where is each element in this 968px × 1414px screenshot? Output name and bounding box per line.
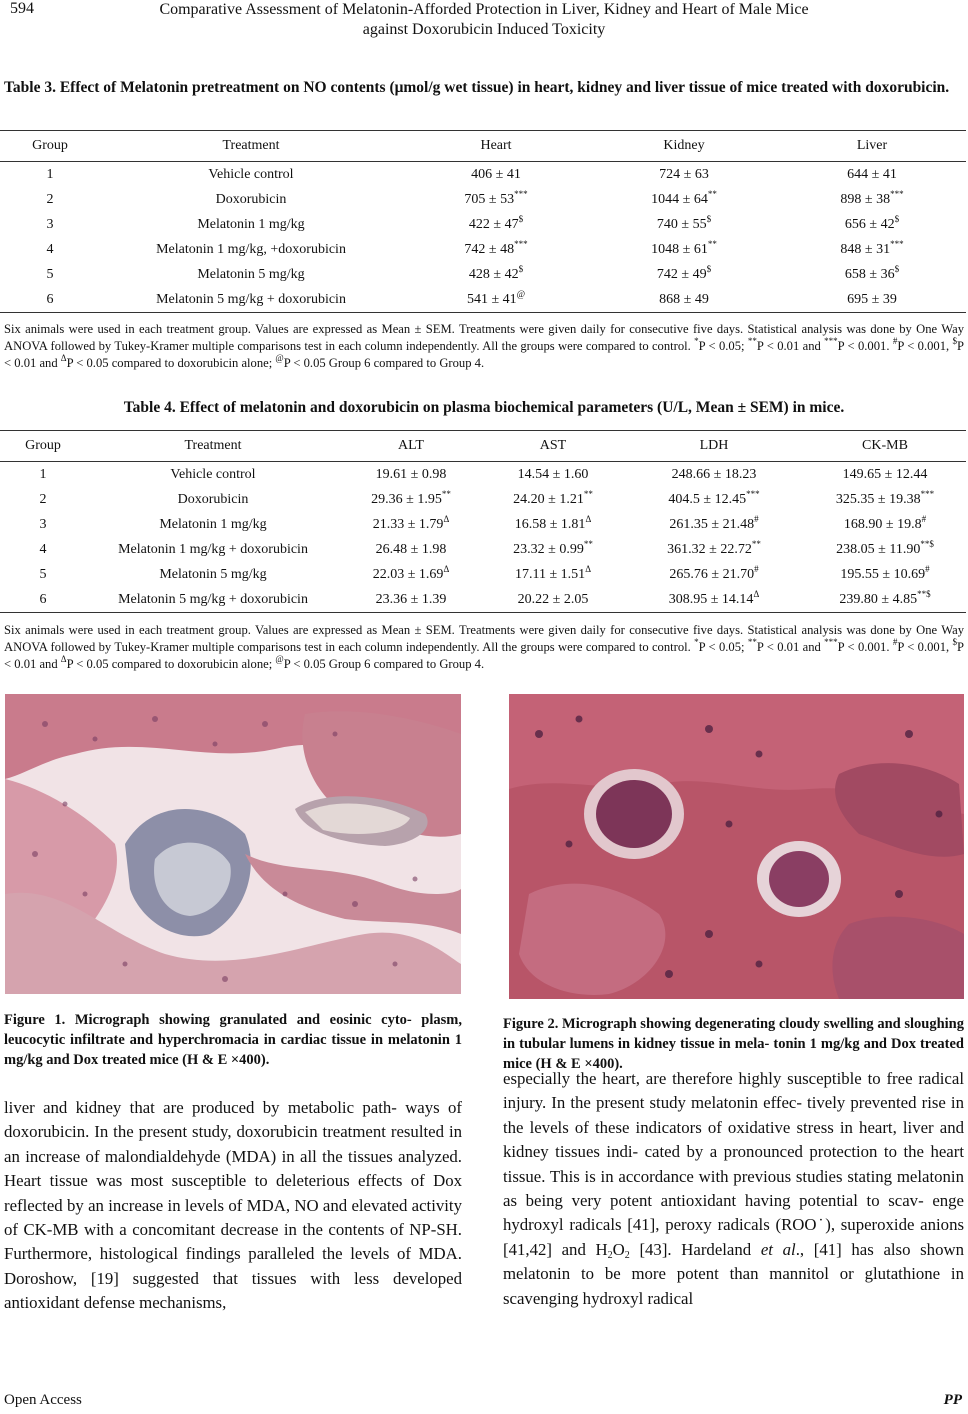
figure1-caption: Figure 1. Micrograph showing granulated and eosinic cyto- plasm, leucocytic infiltrate and hyperchromacia in cardiac tissue in melatonin 1 mg/kg and Dox treated mice (H & E ×400). <box>4 1012 462 1068</box>
table3 <box>0 130 966 313</box>
footnote-mark: $ <box>952 336 958 346</box>
cell-value: 16.58 ± 1.81 <box>514 516 586 532</box>
value-cell <box>804 512 966 537</box>
table4-row <box>0 587 966 613</box>
significance-mark: Δ <box>753 588 760 599</box>
body-text-left-column: liver and kidney that are produced by metabolic path- ways of doxorubicin. In the present study, doxorubicin treatment resulted in an increase of malondialdehyde (MDA) in all the tissues analyzed. Heart tissue was most susceptible to deleterious effects of Dox reflected by an increase in levels of MDA, NO and elevated activity of CK-MB with a concomitant decrease in the contents of NP-SH. Furthermore, histological findings paralleled the levels of MDA. Doroshow, [19] suggested that tissues with less developed antioxidant defense mechanisms, <box>4 1098 462 1313</box>
cell-value: 740 ± 55 <box>656 216 707 232</box>
significance-mark: $ <box>706 213 712 224</box>
value-cell <box>482 537 624 562</box>
value-cell <box>624 487 804 512</box>
cell-value: 22.03 ± 1.69 <box>372 566 444 582</box>
cell-value: 656 ± 42 <box>844 216 895 232</box>
et-al-italic: et al <box>760 1239 796 1259</box>
running-head-line2: against Doxorubicin Induced Toxicity <box>362 21 606 38</box>
footnote-text: P < 0.001, <box>897 339 950 353</box>
group-cell: 4 <box>46 241 54 257</box>
cell-value: 705 ± 53 <box>464 191 515 207</box>
value-cell <box>778 187 966 212</box>
cell-value: 658 ± 36 <box>844 266 895 282</box>
cell-value: 261.35 ± 21.48 <box>669 516 755 532</box>
value-cell <box>590 237 778 262</box>
footnote-mark: * <box>694 336 699 346</box>
significance-mark: $ <box>706 263 712 274</box>
footer-journal-abbrev: PP <box>943 1392 962 1408</box>
group-cell: 3 <box>39 516 47 532</box>
cell-value: 168.90 ± 19.8 <box>843 516 922 532</box>
figure2-caption: Figure 2. Micrograph showing degenerating cloudy swelling and sloughing in tubular lumens in kidney tissue in mela- tonin 1 mg/kg and Dox treated mice (H & E ×400). <box>503 1016 964 1072</box>
significance-mark: ** <box>707 238 717 249</box>
footnote-text: Six animals were used in each treatment group. Values are expressed as Mean ± SEM. Treatments were given daily for consecutive five days. Statistical analysis was done by One Way ANOVA followed by Tukey-Kramer multiple comparisons test in each column independently. All the groups were compared to control. <box>4 322 964 353</box>
value-cell <box>590 212 778 237</box>
value-cell <box>402 212 590 237</box>
significance-mark: ** <box>441 488 451 499</box>
value-cell <box>402 237 590 262</box>
cell-value: 19.61 ± 0.98 <box>375 466 447 482</box>
cell-value: 29.36 ± 1.95 <box>371 491 442 507</box>
figure1-image <box>5 694 461 994</box>
significance-mark: # <box>754 563 759 574</box>
footnote-mark: ** <box>747 336 757 346</box>
footnote-mark: *** <box>824 637 838 647</box>
table4-row <box>0 562 966 587</box>
value-cell <box>778 212 966 237</box>
value-cell <box>624 462 804 488</box>
significance-mark: ** <box>751 538 761 549</box>
group-cell: 1 <box>46 166 54 182</box>
figure2-micrograph <box>509 694 964 999</box>
significance-mark: **$ <box>920 538 934 549</box>
treatment-cell: Melatonin 5 mg/kg <box>159 566 267 582</box>
table3-header-row <box>0 131 966 162</box>
value-cell <box>402 287 590 313</box>
footnote-text: P < 0.001. <box>837 640 890 654</box>
body-text-segment: O <box>612 1239 625 1259</box>
cell-value: 23.32 ± 0.99 <box>513 541 584 557</box>
value-cell <box>402 262 590 287</box>
significance-mark: *** <box>746 488 760 499</box>
significance-mark: *** <box>514 188 528 199</box>
value-cell <box>340 512 482 537</box>
footnote-mark: # <box>892 336 898 346</box>
body-text-segment: especially the heart, are therefore highly susceptible to free radical injury. In the present study melatonin effec- tively prevented rise in the levels of these indicators of oxidative stress in heart, liver and kidney tissues indi- cated by a pronounced protection to the heart tissue. This is in accordance with previous studies stating melatonin as being very potent antioxidant having potential to scav- enge hydroxyl radicals [41], peroxy radicals (ROO˙), superoxide anions [41,42] and H <box>503 1069 964 1259</box>
footnote-mark: ** <box>747 637 757 647</box>
value-cell <box>590 262 778 287</box>
cell-value: 238.05 ± 11.90 <box>836 541 921 557</box>
table3-caption: Table 3. Effect of Melatonin pretreatment on NO contents (μmol/g wet tissue) in heart, kidney and liver tissue of mice treated with doxorubicin. <box>4 79 950 96</box>
table3-row <box>0 237 966 262</box>
cell-value: 26.48 ± 1.98 <box>375 541 447 557</box>
cell-value: 325.35 ± 19.38 <box>835 491 921 507</box>
cell-value: 239.80 ± 4.85 <box>839 591 918 607</box>
treatment-cell: Melatonin 5 mg/kg + doxorubicin <box>100 287 402 313</box>
group-cell: 6 <box>0 287 100 313</box>
body-text-segment: ., [41] has also shown melatonin to be more potent than mannitol or glutathione in scavenging hydroxyl radical <box>503 1239 964 1308</box>
group-cell: 1 <box>39 466 47 482</box>
value-cell <box>590 287 778 313</box>
value-cell <box>804 462 966 488</box>
footnote-text: P < 0.001. <box>837 339 890 353</box>
cell-value: 149.65 ± 12.44 <box>842 466 928 482</box>
cell-value: 1044 ± 64 <box>651 191 708 207</box>
cell-value: 20.22 ± 2.05 <box>517 591 589 607</box>
significance-mark: Δ <box>443 563 450 574</box>
footnote-mark: *** <box>824 336 838 346</box>
footnote-text: P < 0.01 and <box>4 640 965 671</box>
footnote-text: P < 0.01 and <box>756 339 821 353</box>
table4-header-row <box>0 431 966 462</box>
significance-mark: $ <box>894 263 900 274</box>
cell-value: 541 ± 41 <box>467 291 517 307</box>
figure2-image <box>509 694 964 999</box>
footnote-text: Six animals were used in each treatment group. Values are expressed as Mean ± SEM. Treatments were given daily for consecutive five days. Statistical analysis was done by One Way ANOVA followed by Tukey-Kramer multiple comparisons test in each column independently. All the groups were compared to control. <box>4 623 964 654</box>
value-cell <box>482 512 624 537</box>
footnote-text: P < 0.01 and <box>4 339 965 370</box>
table3-row <box>0 162 966 188</box>
cell-value: 848 ± 31 <box>840 241 891 257</box>
table4-row <box>0 537 966 562</box>
table4 <box>0 430 966 613</box>
significance-mark: *** <box>890 238 904 249</box>
value-cell <box>482 487 624 512</box>
significance-mark: ** <box>583 488 593 499</box>
treatment-cell: Vehicle control <box>208 166 294 182</box>
value-cell <box>340 587 482 613</box>
value-cell <box>804 562 966 587</box>
significance-mark: ** <box>583 538 593 549</box>
footnote-mark: $ <box>952 637 958 647</box>
footnote-mark: @ <box>275 353 284 363</box>
value-cell <box>340 462 482 488</box>
table3-col-treatment: Treatment <box>100 131 402 162</box>
group-cell: 3 <box>46 216 54 232</box>
footnote-mark: Δ <box>60 654 67 664</box>
significance-mark: $ <box>894 213 900 224</box>
cell-value: 248.66 ± 18.23 <box>671 466 757 482</box>
cell-value: 14.54 ± 1.60 <box>517 466 589 482</box>
treatment-cell: Melatonin 5 mg/kg + doxorubicin <box>86 587 340 613</box>
table4-col-group: Group <box>0 431 86 462</box>
group-cell: 5 <box>39 566 47 582</box>
running-head-line1: Comparative Assessment of Melatonin-Afforded Protection in Liver, Kidney and Heart of Male Mice <box>159 1 809 18</box>
value-cell <box>778 237 966 262</box>
subscript: 2 <box>607 1249 613 1261</box>
treatment-cell: Melatonin 1 mg/kg + doxorubicin <box>118 541 308 557</box>
cell-value: 644 ± 41 <box>847 166 897 182</box>
table4-col-alt: ALT <box>340 431 482 462</box>
group-cell: 4 <box>39 541 47 557</box>
table4-col-treatment: Treatment <box>86 431 340 462</box>
cell-value: 422 ± 47 <box>468 216 519 232</box>
table4-footnote <box>4 622 964 673</box>
significance-mark: *** <box>514 238 528 249</box>
footnote-text: P < 0.05 compared to doxorubicin alone; <box>66 356 273 370</box>
footnote-text: P < 0.05 Group 6 compared to Group 4. <box>283 657 485 671</box>
table3-col-liver: Liver <box>778 131 966 162</box>
value-cell <box>482 462 624 488</box>
cell-value: 724 ± 63 <box>659 166 709 182</box>
significance-mark: $ <box>518 263 524 274</box>
table4-row <box>0 487 966 512</box>
footer-open-access: Open Access <box>4 1392 82 1408</box>
cell-value: 1048 ± 61 <box>651 241 708 257</box>
significance-mark: ** <box>707 188 717 199</box>
table3-row <box>0 187 966 212</box>
group-cell: 2 <box>46 191 54 207</box>
table4-col-ckmb: CK-MB <box>804 431 966 462</box>
significance-mark: *** <box>890 188 904 199</box>
subscript: 2 <box>624 1249 630 1261</box>
table4-col-ast: AST <box>482 431 624 462</box>
cell-value: 21.33 ± 1.79 <box>372 516 444 532</box>
footnote-mark: # <box>892 637 898 647</box>
table3-row <box>0 262 966 287</box>
treatment-cell: Vehicle control <box>170 466 256 482</box>
cell-value: 742 ± 48 <box>464 241 515 257</box>
value-cell <box>778 287 966 313</box>
table3-col-group: Group <box>0 131 100 162</box>
value-cell <box>624 587 804 613</box>
value-cell <box>804 587 966 613</box>
footnote-text: P < 0.01 and <box>756 640 821 654</box>
cell-value: 404.5 ± 12.45 <box>668 491 747 507</box>
cell-value: 868 ± 49 <box>659 291 709 307</box>
table4-row <box>0 512 966 537</box>
treatment-cell: Doxorubicin <box>177 491 249 507</box>
footnote-mark: Δ <box>60 353 67 363</box>
significance-mark: **$ <box>917 588 931 599</box>
table3-col-heart: Heart <box>402 131 590 162</box>
table4-caption: Table 4. Effect of melatonin and doxorubicin on plasma biochemical parameters (U/L, Mean ± SEM) in mice. <box>123 399 845 416</box>
group-cell: 2 <box>39 491 47 507</box>
value-cell <box>624 562 804 587</box>
running-head <box>60 0 908 40</box>
value-cell <box>624 512 804 537</box>
value-cell <box>482 562 624 587</box>
page-number: 594 <box>10 0 34 17</box>
footnote-mark: * <box>694 637 699 647</box>
cell-value: 898 ± 38 <box>840 191 891 207</box>
treatment-cell: Doxorubicin <box>215 191 287 207</box>
value-cell <box>804 537 966 562</box>
cell-value: 24.20 ± 1.21 <box>513 491 584 507</box>
group-cell: 5 <box>46 266 54 282</box>
value-cell <box>340 537 482 562</box>
footnote-text: P < 0.001, <box>897 640 950 654</box>
significance-mark: # <box>925 563 930 574</box>
footnote-text: P < 0.05 Group 6 compared to Group 4. <box>283 356 485 370</box>
significance-mark: Δ <box>585 563 591 574</box>
cell-value: 308.95 ± 14.14 <box>668 591 754 607</box>
treatment-cell: Melatonin 5 mg/kg <box>197 266 305 282</box>
treatment-cell: Melatonin 1 mg/kg <box>197 216 305 232</box>
value-cell <box>590 187 778 212</box>
value-cell <box>482 587 624 613</box>
group-cell: 6 <box>0 587 86 613</box>
table3-row <box>0 212 966 237</box>
cell-value: 695 ± 39 <box>847 291 897 307</box>
value-cell <box>402 187 590 212</box>
figure1-micrograph <box>5 694 461 994</box>
table4-col-ldh: LDH <box>624 431 804 462</box>
cell-value: 17.11 ± 1.51 <box>515 566 586 582</box>
cell-value: 23.36 ± 1.39 <box>375 591 447 607</box>
significance-mark: Δ <box>585 513 592 524</box>
cell-value: 406 ± 41 <box>471 166 521 182</box>
significance-mark: Δ <box>443 513 450 524</box>
value-cell <box>804 487 966 512</box>
significance-mark: *** <box>920 488 935 499</box>
treatment-cell: Melatonin 1 mg/kg, +doxorubicin <box>156 241 346 257</box>
value-cell <box>590 162 778 188</box>
table3-footnote <box>4 321 964 372</box>
table3-row <box>0 287 966 313</box>
significance-mark: @ <box>516 288 525 299</box>
body-text-segment: [43]. Hardeland <box>629 1239 761 1259</box>
table3-col-kidney: Kidney <box>590 131 778 162</box>
footnote-text: P < 0.05; <box>698 339 745 353</box>
footnote-text: P < 0.05; <box>698 640 745 654</box>
cell-value: 361.32 ± 22.72 <box>667 541 752 557</box>
footnote-mark: @ <box>275 654 284 664</box>
value-cell <box>402 162 590 188</box>
cell-value: 195.55 ± 10.69 <box>840 566 926 582</box>
body-text-right-column <box>503 1067 964 1311</box>
significance-mark: # <box>921 513 927 524</box>
value-cell <box>624 537 804 562</box>
cell-value: 428 ± 42 <box>468 266 519 282</box>
cell-value: 742 ± 49 <box>656 266 707 282</box>
cell-value: 265.76 ± 21.70 <box>669 566 755 582</box>
value-cell <box>340 487 482 512</box>
value-cell <box>778 262 966 287</box>
value-cell <box>778 162 966 188</box>
significance-mark: # <box>754 513 759 524</box>
significance-mark: $ <box>518 213 524 224</box>
table4-row <box>0 462 966 488</box>
treatment-cell: Melatonin 1 mg/kg <box>159 516 267 532</box>
value-cell <box>340 562 482 587</box>
footnote-text: P < 0.05 compared to doxorubicin alone; <box>66 657 273 671</box>
